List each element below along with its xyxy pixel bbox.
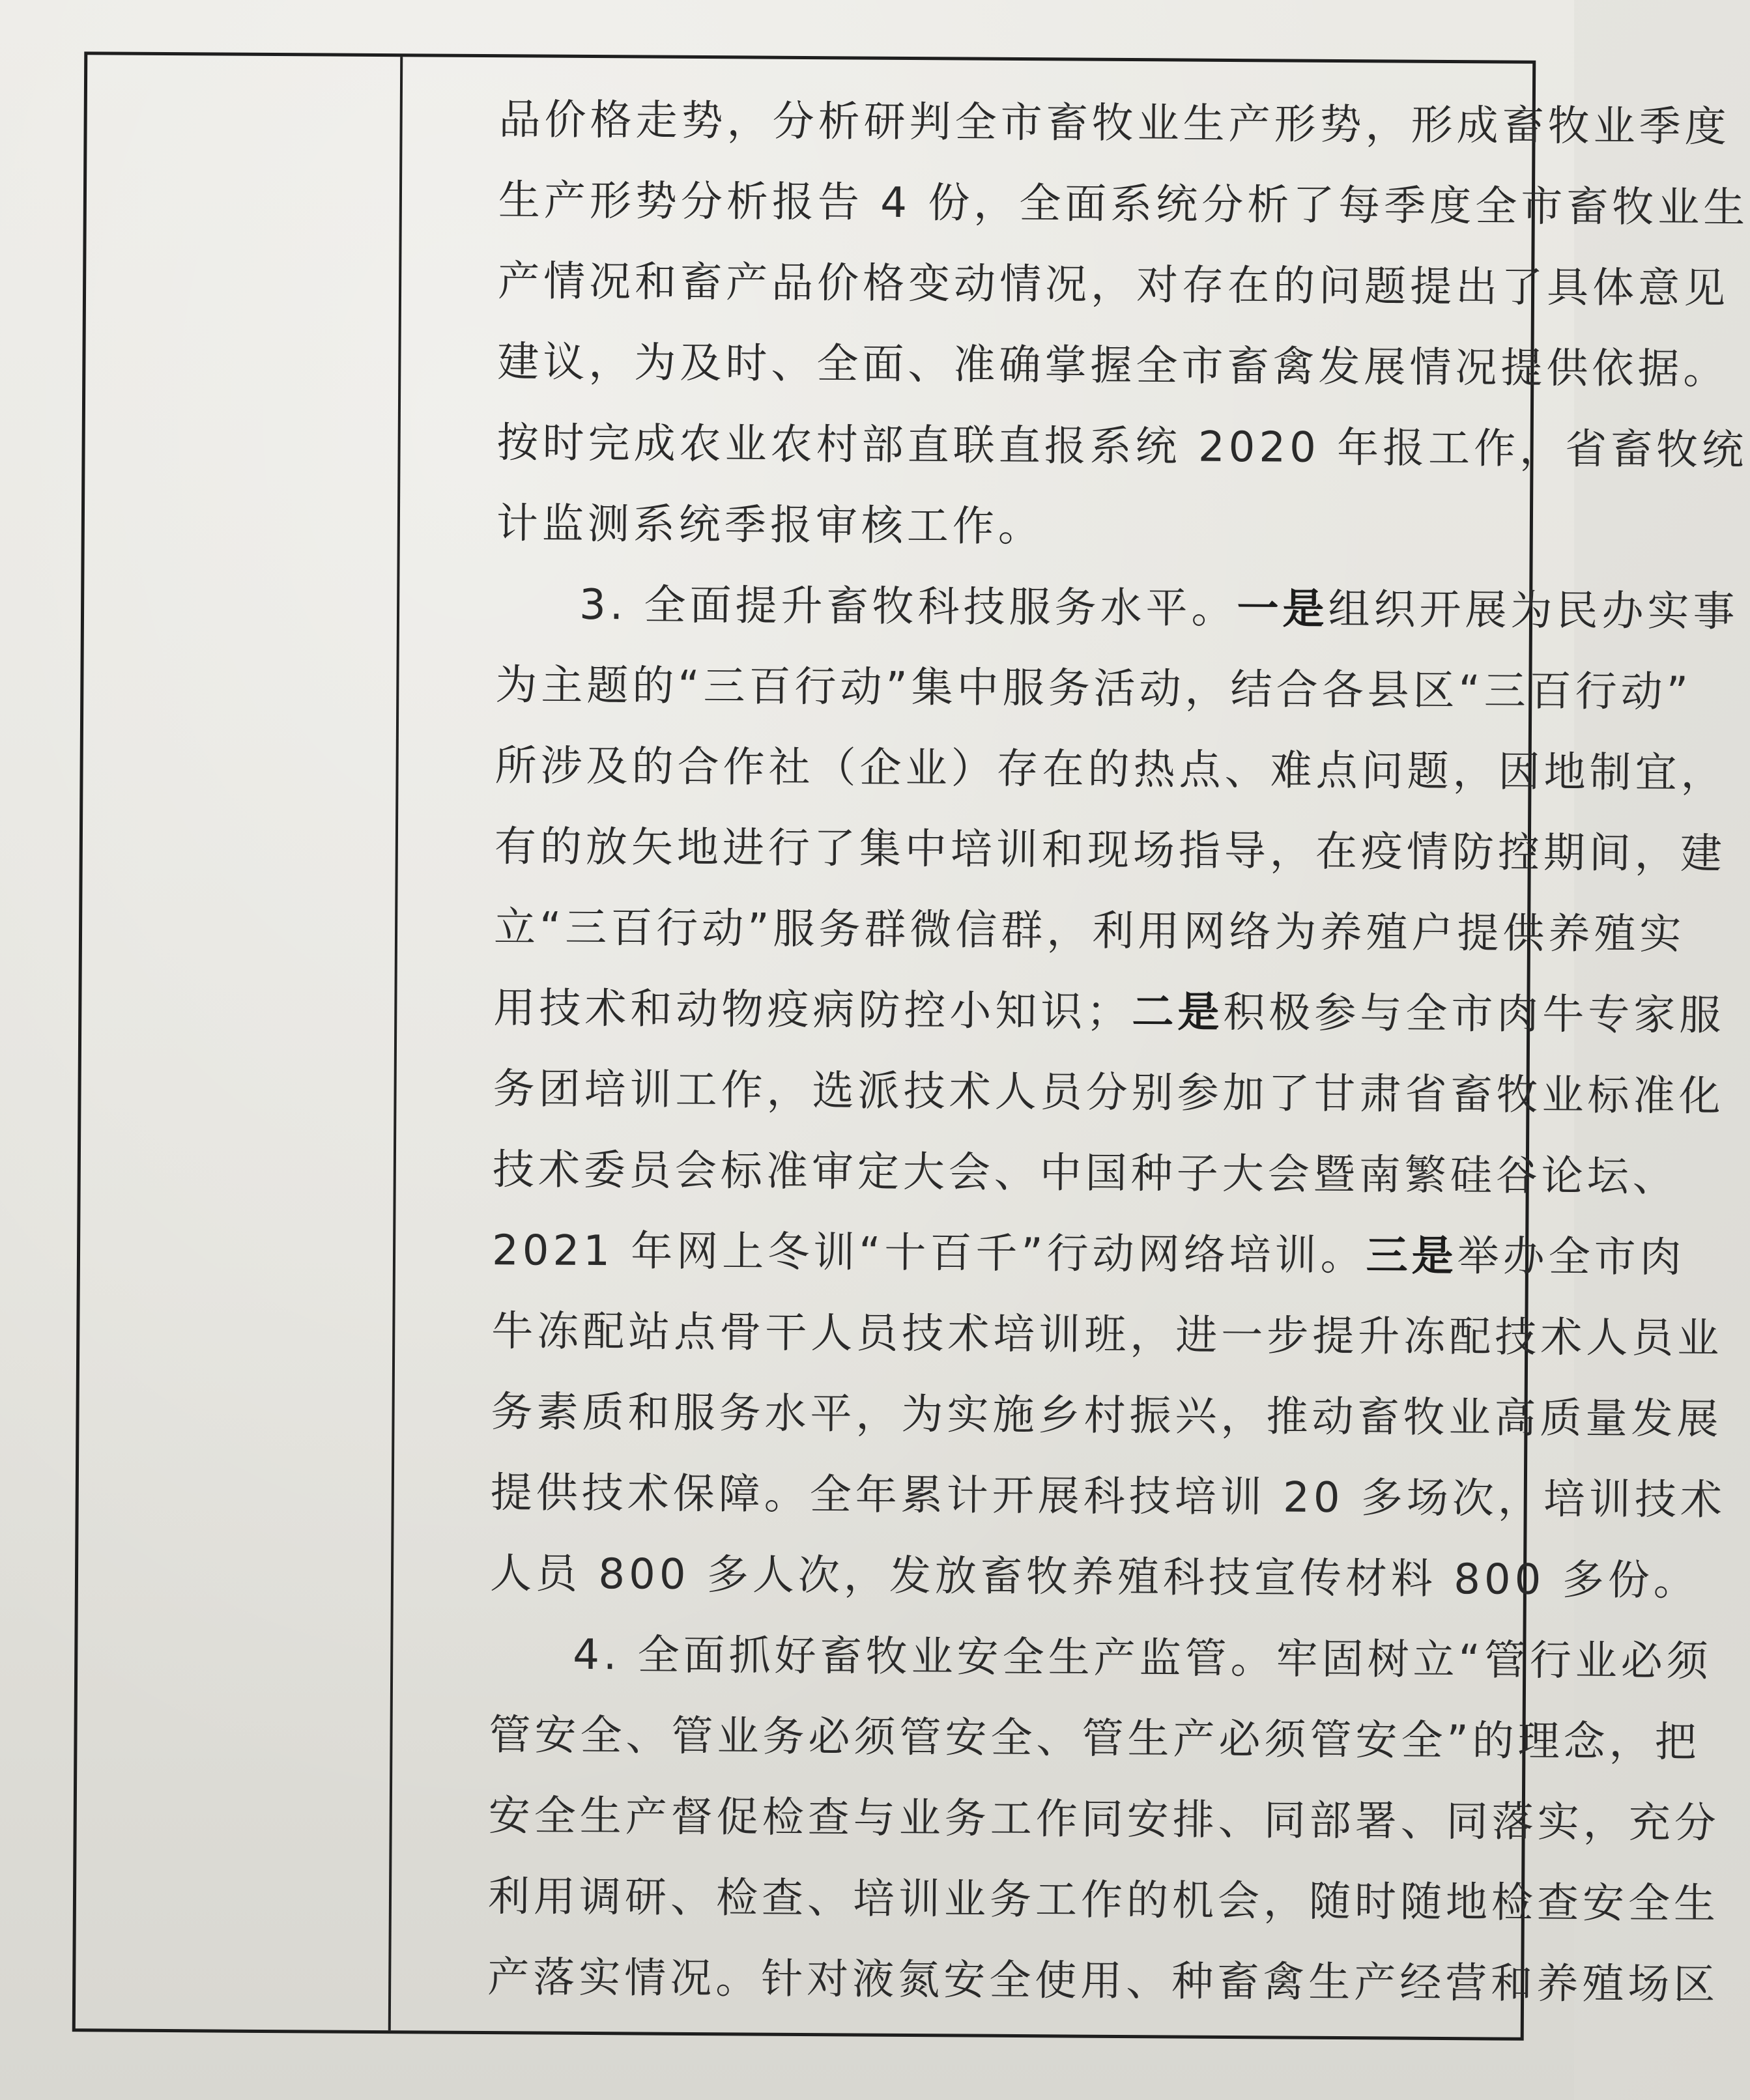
text-segment: 积极参与全市肉牛专家服 bbox=[1223, 988, 1725, 1040]
text-segment: 用技术和动物疫病防控小知识； bbox=[493, 984, 1132, 1037]
text-line: 提供技术保障。全年累计开展科技培训 20 多场次，培训技术 bbox=[490, 1469, 1727, 1525]
text-segment: 举办全市肉 bbox=[1457, 1232, 1685, 1283]
text-line-with-emphasis bbox=[491, 1210, 1685, 1297]
text-line: 利用调研、检查、培训业务工作的机会，随时随地检查安全生 bbox=[487, 1873, 1720, 1929]
text-line: 管安全、管业务必须管安全、管生产必须管安全”的理念，把 bbox=[489, 1711, 1700, 1767]
text-line: 牛冻配站点骨干人员技术培训班，进一步提升冻配技术人员业 bbox=[491, 1307, 1723, 1363]
form-table-border bbox=[72, 51, 1749, 2041]
left-label-cell bbox=[76, 55, 403, 2030]
text-line: 产情况和畜产品价格变动情况，对存在的问题提出了具体意见 bbox=[497, 257, 1730, 313]
emphasis-yishi: 一是 bbox=[1237, 585, 1328, 634]
text-line: 所涉及的合作社（企业）存在的热点、难点问题，因地制宜， bbox=[495, 742, 1727, 798]
emphasis-sanshi: 三是 bbox=[1366, 1232, 1457, 1281]
content-cell bbox=[391, 57, 1749, 2037]
emphasis-ershi: 二是 bbox=[1132, 988, 1224, 1037]
text-segment: 3. 全面提升畜牧科技服务水平。 bbox=[579, 580, 1237, 634]
text-line: 立“三百行动”服务群微信群，利用网络为养殖户提供养殖实 bbox=[493, 903, 1685, 959]
text-line: 为主题的“三百行动”集中服务活动，结合各县区“三百行动” bbox=[495, 661, 1693, 717]
text-line: 品价格走势，分析研判全市畜牧业生产形势，形成畜牧业季度 bbox=[498, 96, 1730, 152]
text-line: 技术委员会标准审定大会、中国种子大会暨南繁硅谷论坛、 bbox=[492, 1146, 1679, 1202]
paragraph-4-first-line: 4. 全面抓好畜牧业安全生产监管。牢固树立“管行业必须 bbox=[573, 1630, 1713, 1686]
text-line: 安全生产督促检查与业务工作同安排、同部署、同落实，充分 bbox=[488, 1792, 1720, 1848]
text-line: 务团培训工作，选派技术人员分别参加了甘肃省畜牧业标准化 bbox=[493, 1065, 1725, 1121]
text-line: 按时完成农业农村部直联直报系统 2020 年报工作，省畜牧统 bbox=[496, 419, 1748, 475]
text-segment: 2021 年网上冬训“十百千”行动网络培训。 bbox=[491, 1227, 1366, 1281]
text-line: 有的放矢地进行了集中培训和现场指导，在疫情防控期间，建 bbox=[494, 823, 1727, 879]
text-line: 建议，为及时、全面、准确掌握全市畜禽发展情况提供依据。 bbox=[497, 338, 1729, 394]
text-line: 产落实情况。针对液氮安全使用、种畜禽生产经营和养殖场区 bbox=[487, 1953, 1719, 2009]
text-segment: 组织开展为民办实事 bbox=[1328, 585, 1739, 636]
text-line: 生产形势分析报告 4 份，全面系统分析了每季度全市畜牧业生 bbox=[498, 177, 1749, 233]
text-line: 人员 800 多人次，发放畜牧养殖科技宣传材料 800 多份。 bbox=[489, 1550, 1699, 1606]
paragraph-3-first-line bbox=[496, 564, 1739, 651]
text-line: 计监测系统季报审核工作。 bbox=[496, 500, 1044, 552]
text-line: 务素质和服务水平，为实施乡村振兴，推动畜牧业高质量发展 bbox=[491, 1388, 1723, 1444]
text-line-with-emphasis bbox=[493, 968, 1725, 1055]
